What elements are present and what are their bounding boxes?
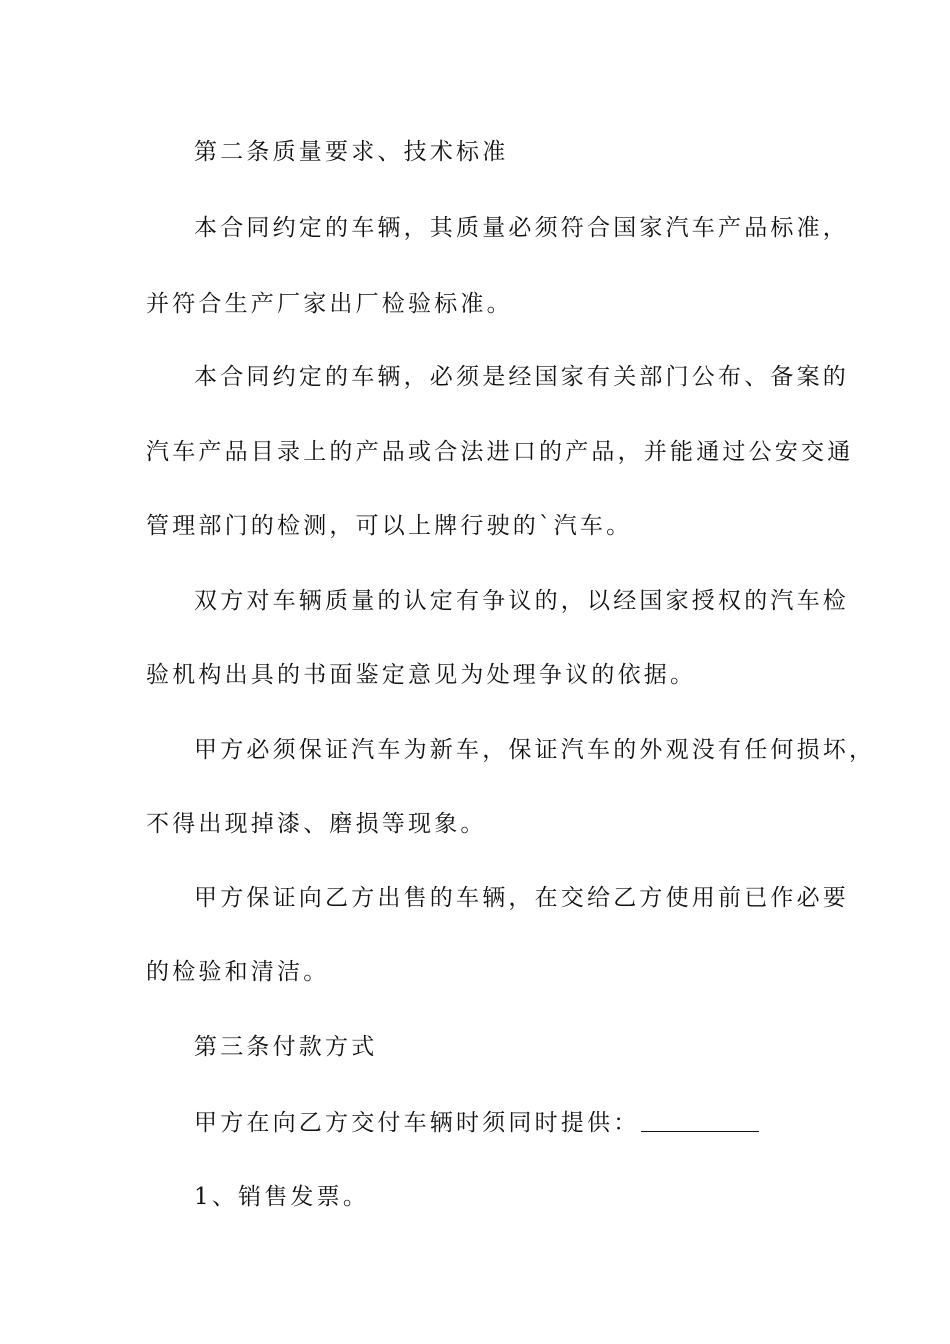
list-item: 1、销售发票。	[194, 1184, 370, 1210]
paragraph-line: 双方对车辆质量的认定有争议的，以经国家授权的汽车检	[194, 588, 849, 614]
paragraph-line: 汽车产品目录上的产品或合法进口的产品，并能通过公安交通	[146, 439, 854, 465]
paragraph-line-with-blank	[194, 1107, 759, 1139]
paragraph-line: 并符合生产厂家出厂检验标准。	[146, 291, 513, 317]
fill-in-blank	[641, 1109, 759, 1132]
paragraph-line: 不得出现掉漆、磨损等现象。	[146, 811, 487, 837]
paragraph-line: 甲方必须保证汽车为新车，保证汽车的外观没有任何损坏，	[194, 737, 876, 763]
section-heading-2: 第二条质量要求、技术标准	[194, 139, 509, 165]
paragraph-line: 管理部门的检测，可以上牌行驶的`汽车。	[146, 513, 633, 539]
paragraph-line: 的检验和清洁。	[146, 959, 330, 985]
paragraph-line: 本合同约定的车辆，其质量必须符合国家汽车产品标准，	[194, 215, 849, 241]
paragraph-line: 甲方保证向乙方出售的车辆，在交给乙方使用前已作必要	[194, 885, 849, 911]
paragraph-line: 本合同约定的车辆，必须是经国家有关部门公布、备案的	[194, 364, 849, 390]
paragraph-text: 甲方在向乙方交付车辆时须同时提供：	[194, 1110, 640, 1136]
paragraph-line: 验机构出具的书面鉴定意见为处理争议的依据。	[146, 662, 697, 688]
section-heading-3: 第三条付款方式	[194, 1034, 378, 1060]
